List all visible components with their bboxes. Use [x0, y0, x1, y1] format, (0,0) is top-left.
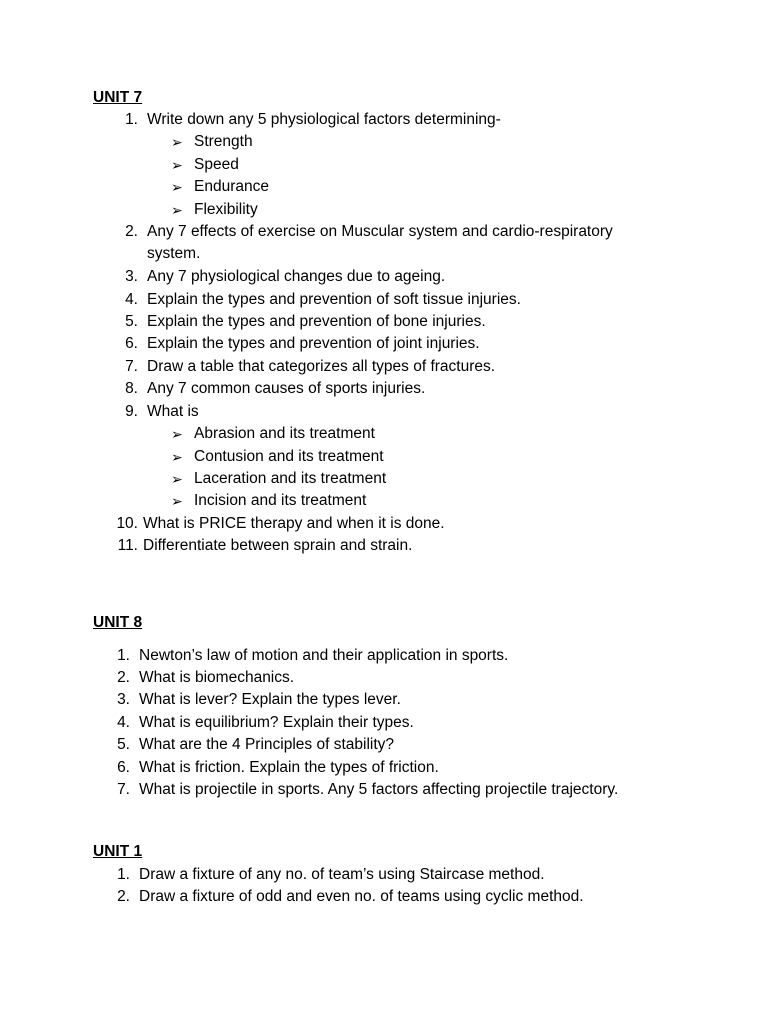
list-text: Newton’s law of motion and their application in sports.: [139, 647, 509, 664]
sub-list-text: Flexibility: [194, 201, 258, 218]
list-number: 3.: [125, 268, 138, 285]
sub-list-text: Contusion and its treatment: [194, 448, 384, 465]
list-text: Any 7 common causes of sports injuries.: [147, 380, 426, 397]
list-number: 10.: [116, 515, 138, 532]
sub-list-text: Laceration and its treatment: [194, 470, 387, 487]
list-number: 6.: [117, 759, 130, 776]
list-text: Draw a fixture of odd and even no. of teams using cyclic method.: [139, 888, 584, 905]
list-text: Draw a table that categorizes all types of fractures.: [147, 358, 496, 375]
list-number: 2.: [125, 223, 138, 240]
list-number: 1.: [125, 111, 138, 128]
list-text: What is equilibrium? Explain their types.: [139, 714, 414, 731]
list-text: Any 7 physiological changes due to ageing.: [147, 268, 446, 285]
list-number: 6.: [125, 335, 138, 352]
list-text: What is lever? Explain the types lever.: [139, 691, 401, 708]
list-number: 4.: [125, 291, 138, 308]
arrow-bullet-icon: ➢: [171, 179, 183, 195]
arrow-bullet-icon: ➢: [171, 134, 183, 150]
list-text: What is: [147, 403, 199, 420]
sub-list-text: Endurance: [194, 178, 269, 195]
list-text: Any 7 effects of exercise on Muscular system and cardio-respiratory system.: [147, 223, 613, 263]
list-number: 9.: [125, 403, 138, 420]
unit-7-heading: UNIT 7: [93, 89, 143, 106]
unit-8-heading: UNIT 8: [93, 614, 143, 631]
list-text: Draw a fixture of any no. of team’s using Staircase method.: [139, 866, 545, 883]
arrow-bullet-icon: ➢: [171, 449, 183, 465]
arrow-bullet-icon: ➢: [171, 157, 183, 173]
list-text: Write down any 5 physiological factors determining-: [147, 111, 501, 128]
list-text: Explain the types and prevention of joint injuries.: [147, 335, 480, 352]
list-text: What are the 4 Principles of stability?: [139, 736, 395, 753]
list-text: What is friction. Explain the types of friction.: [139, 759, 439, 776]
list-number: 2.: [117, 888, 130, 905]
sub-list-text: Speed: [194, 156, 239, 173]
list-number: 7.: [117, 781, 130, 798]
list-text: Explain the types and prevention of soft tissue injuries.: [147, 291, 521, 308]
list-number: 1.: [117, 866, 130, 883]
arrow-bullet-icon: ➢: [171, 493, 183, 509]
list-text: Explain the types and prevention of bone injuries.: [147, 313, 486, 330]
list-text: What is PRICE therapy and when it is done.: [143, 515, 445, 532]
list-text: What is projectile in sports. Any 5 factors affecting projectile trajectory.: [139, 781, 619, 798]
sub-list-text: Strength: [194, 133, 253, 150]
list-number: 11.: [117, 537, 138, 554]
list-number: 4.: [117, 714, 130, 731]
list-number: 7.: [125, 358, 138, 375]
list-text: Differentiate between sprain and strain.: [143, 537, 413, 554]
arrow-bullet-icon: ➢: [171, 202, 183, 218]
list-text: What is biomechanics.: [139, 669, 295, 686]
list-number: 3.: [117, 691, 130, 708]
unit-1-heading: UNIT 1: [93, 843, 143, 860]
list-number: 5.: [117, 736, 130, 753]
list-number: 5.: [125, 313, 138, 330]
list-number: 1.: [117, 647, 130, 664]
list-number: 2.: [117, 669, 130, 686]
arrow-bullet-icon: ➢: [171, 426, 183, 442]
sub-list-text: Abrasion and its treatment: [194, 425, 375, 442]
list-number: 8.: [125, 380, 138, 397]
arrow-bullet-icon: ➢: [171, 471, 183, 487]
sub-list-text: Incision and its treatment: [194, 492, 367, 509]
